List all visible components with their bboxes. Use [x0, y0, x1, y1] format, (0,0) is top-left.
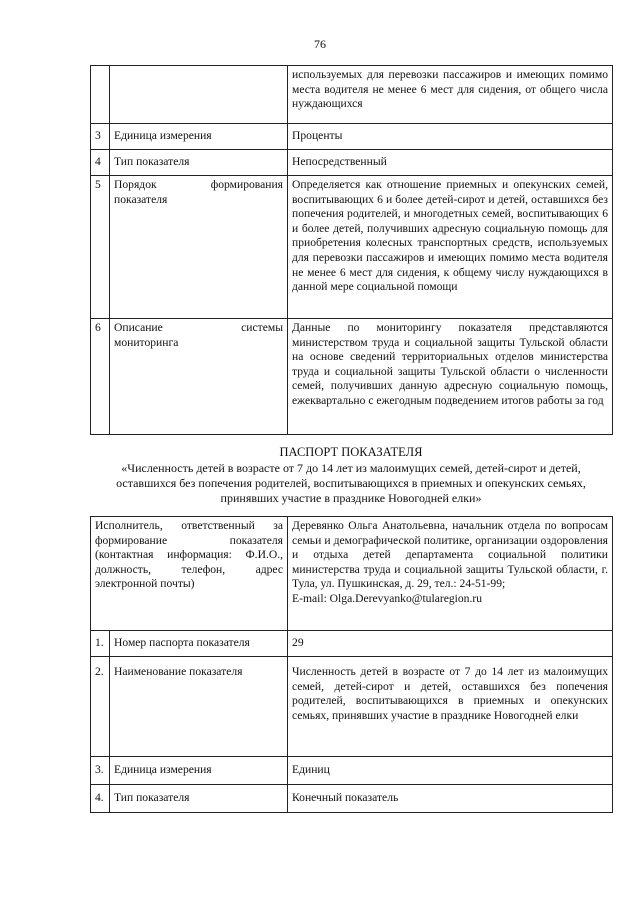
- row-value: используемых для перевозки пассажиров и имеющих помимо места водителя не менее 6 мест для сидения, от общего числа нуждающихся: [288, 66, 613, 124]
- row-number: 1.: [91, 631, 110, 657]
- passport-table: [90, 516, 613, 813]
- page-number: 76: [314, 37, 326, 51]
- table-row: [91, 176, 613, 319]
- row-number: [91, 66, 110, 124]
- label-word-3: показателя: [114, 192, 168, 206]
- table-row: [91, 517, 613, 631]
- table-row: [91, 319, 613, 435]
- table-row: [91, 124, 613, 150]
- label-word-1: Порядок: [114, 178, 157, 191]
- passport-subtitle: «Численность детей в возрасте от 7 до 14 лет из малоимущих семей, детей-сирот и детей, оставшихся без попечения родителей, воспитывающихся в приемных и опекунских семьях, принявших участие в празднике Новогодней елки»: [116, 461, 586, 505]
- row-number: 3.: [91, 757, 110, 785]
- row-number: 6: [91, 319, 110, 435]
- row-number: 4.: [91, 785, 110, 813]
- row-value: Данные по мониторингу показателя представляются министерством труда и социальной защиты Тульской области на основе сведений территориальных отделов министерства труда и социальной защиты Тульской области о численности семей, получивших данную адресную социальную помощь, ежеквартально с ежегодным подведением итогов работы за год: [288, 319, 613, 435]
- row-value: Конечный показатель: [288, 785, 613, 813]
- executor-value: [288, 517, 613, 631]
- label-word-2: системы: [241, 321, 283, 334]
- row-label: Наименование показателя: [110, 657, 288, 757]
- row-number: 3: [91, 124, 110, 150]
- passport-title: ПАСПОРТ ПОКАЗАТЕЛЯ: [279, 445, 423, 459]
- row-number: 2.: [91, 657, 110, 757]
- row-label: [110, 66, 288, 124]
- table-row: [91, 757, 613, 785]
- table-row: [91, 657, 613, 757]
- row-value: Проценты: [288, 124, 613, 150]
- indicator-table-continued: [90, 65, 613, 435]
- executor-email: E-mail: Olga.Derevyanko@tularegion.ru: [292, 591, 483, 605]
- row-label: Единица измерения: [110, 124, 288, 150]
- table-row: [91, 66, 613, 124]
- table-row: [91, 150, 613, 176]
- row-label: Номер паспорта показателя: [110, 631, 288, 657]
- row-value: 29: [288, 631, 613, 657]
- label-word-3: мониторинга: [114, 335, 179, 349]
- row-label: Единица измерения: [110, 757, 288, 785]
- row-label: [110, 319, 288, 435]
- row-value: Численность детей в возрасте от 7 до 14 лет из малоимущих семей, детей-сирот и детей, оставшихся без попечения родителей, воспитывающихся в приемных и опекунских семьях, принявших участие в празднике Новогодней елки: [288, 657, 613, 757]
- table-row: [91, 631, 613, 657]
- row-number: 4: [91, 150, 110, 176]
- label-word-1: Описание: [114, 321, 163, 334]
- row-value: Определяется как отношение приемных и опекунских семей, воспитывающих 6 и более детей-сирот и детей, оставшихся без попечения родителей, и многодетных семей, воспитывающих 6 и более детей, получивших адресную социальную помощь для приобретения колесных транспортных средств, используемых для перевозки пассажиров и имеющих помимо места водителя не менее 6 мест для сидения, к общему числу нуждающихся в данной мере социальной помощи: [288, 176, 613, 319]
- row-label: Тип показателя: [110, 785, 288, 813]
- row-number: 5: [91, 176, 110, 319]
- passport-heading: [90, 445, 612, 506]
- row-value: Непосредственный: [288, 150, 613, 176]
- executor-details: Деревянко Ольга Анатольевна, начальник отдела по вопросам семьи и демографической политике, организации оздоровления и отдыха детей департамента социальной политики министерства труда и социальной защиты Тульской области, г. Тула, ул. Пушкинская, д. 29, тел.: 24-51-99;: [292, 519, 609, 591]
- table-row: [91, 785, 613, 813]
- row-value: Единиц: [288, 757, 613, 785]
- executor-label: Исполнитель, ответственный за формирование показателя (контактная информация: Ф.И.О., должность, телефон, адрес электронной почты): [91, 517, 288, 631]
- row-label: [110, 176, 288, 319]
- row-label: Тип показателя: [110, 150, 288, 176]
- label-word-2: формирования: [210, 178, 283, 191]
